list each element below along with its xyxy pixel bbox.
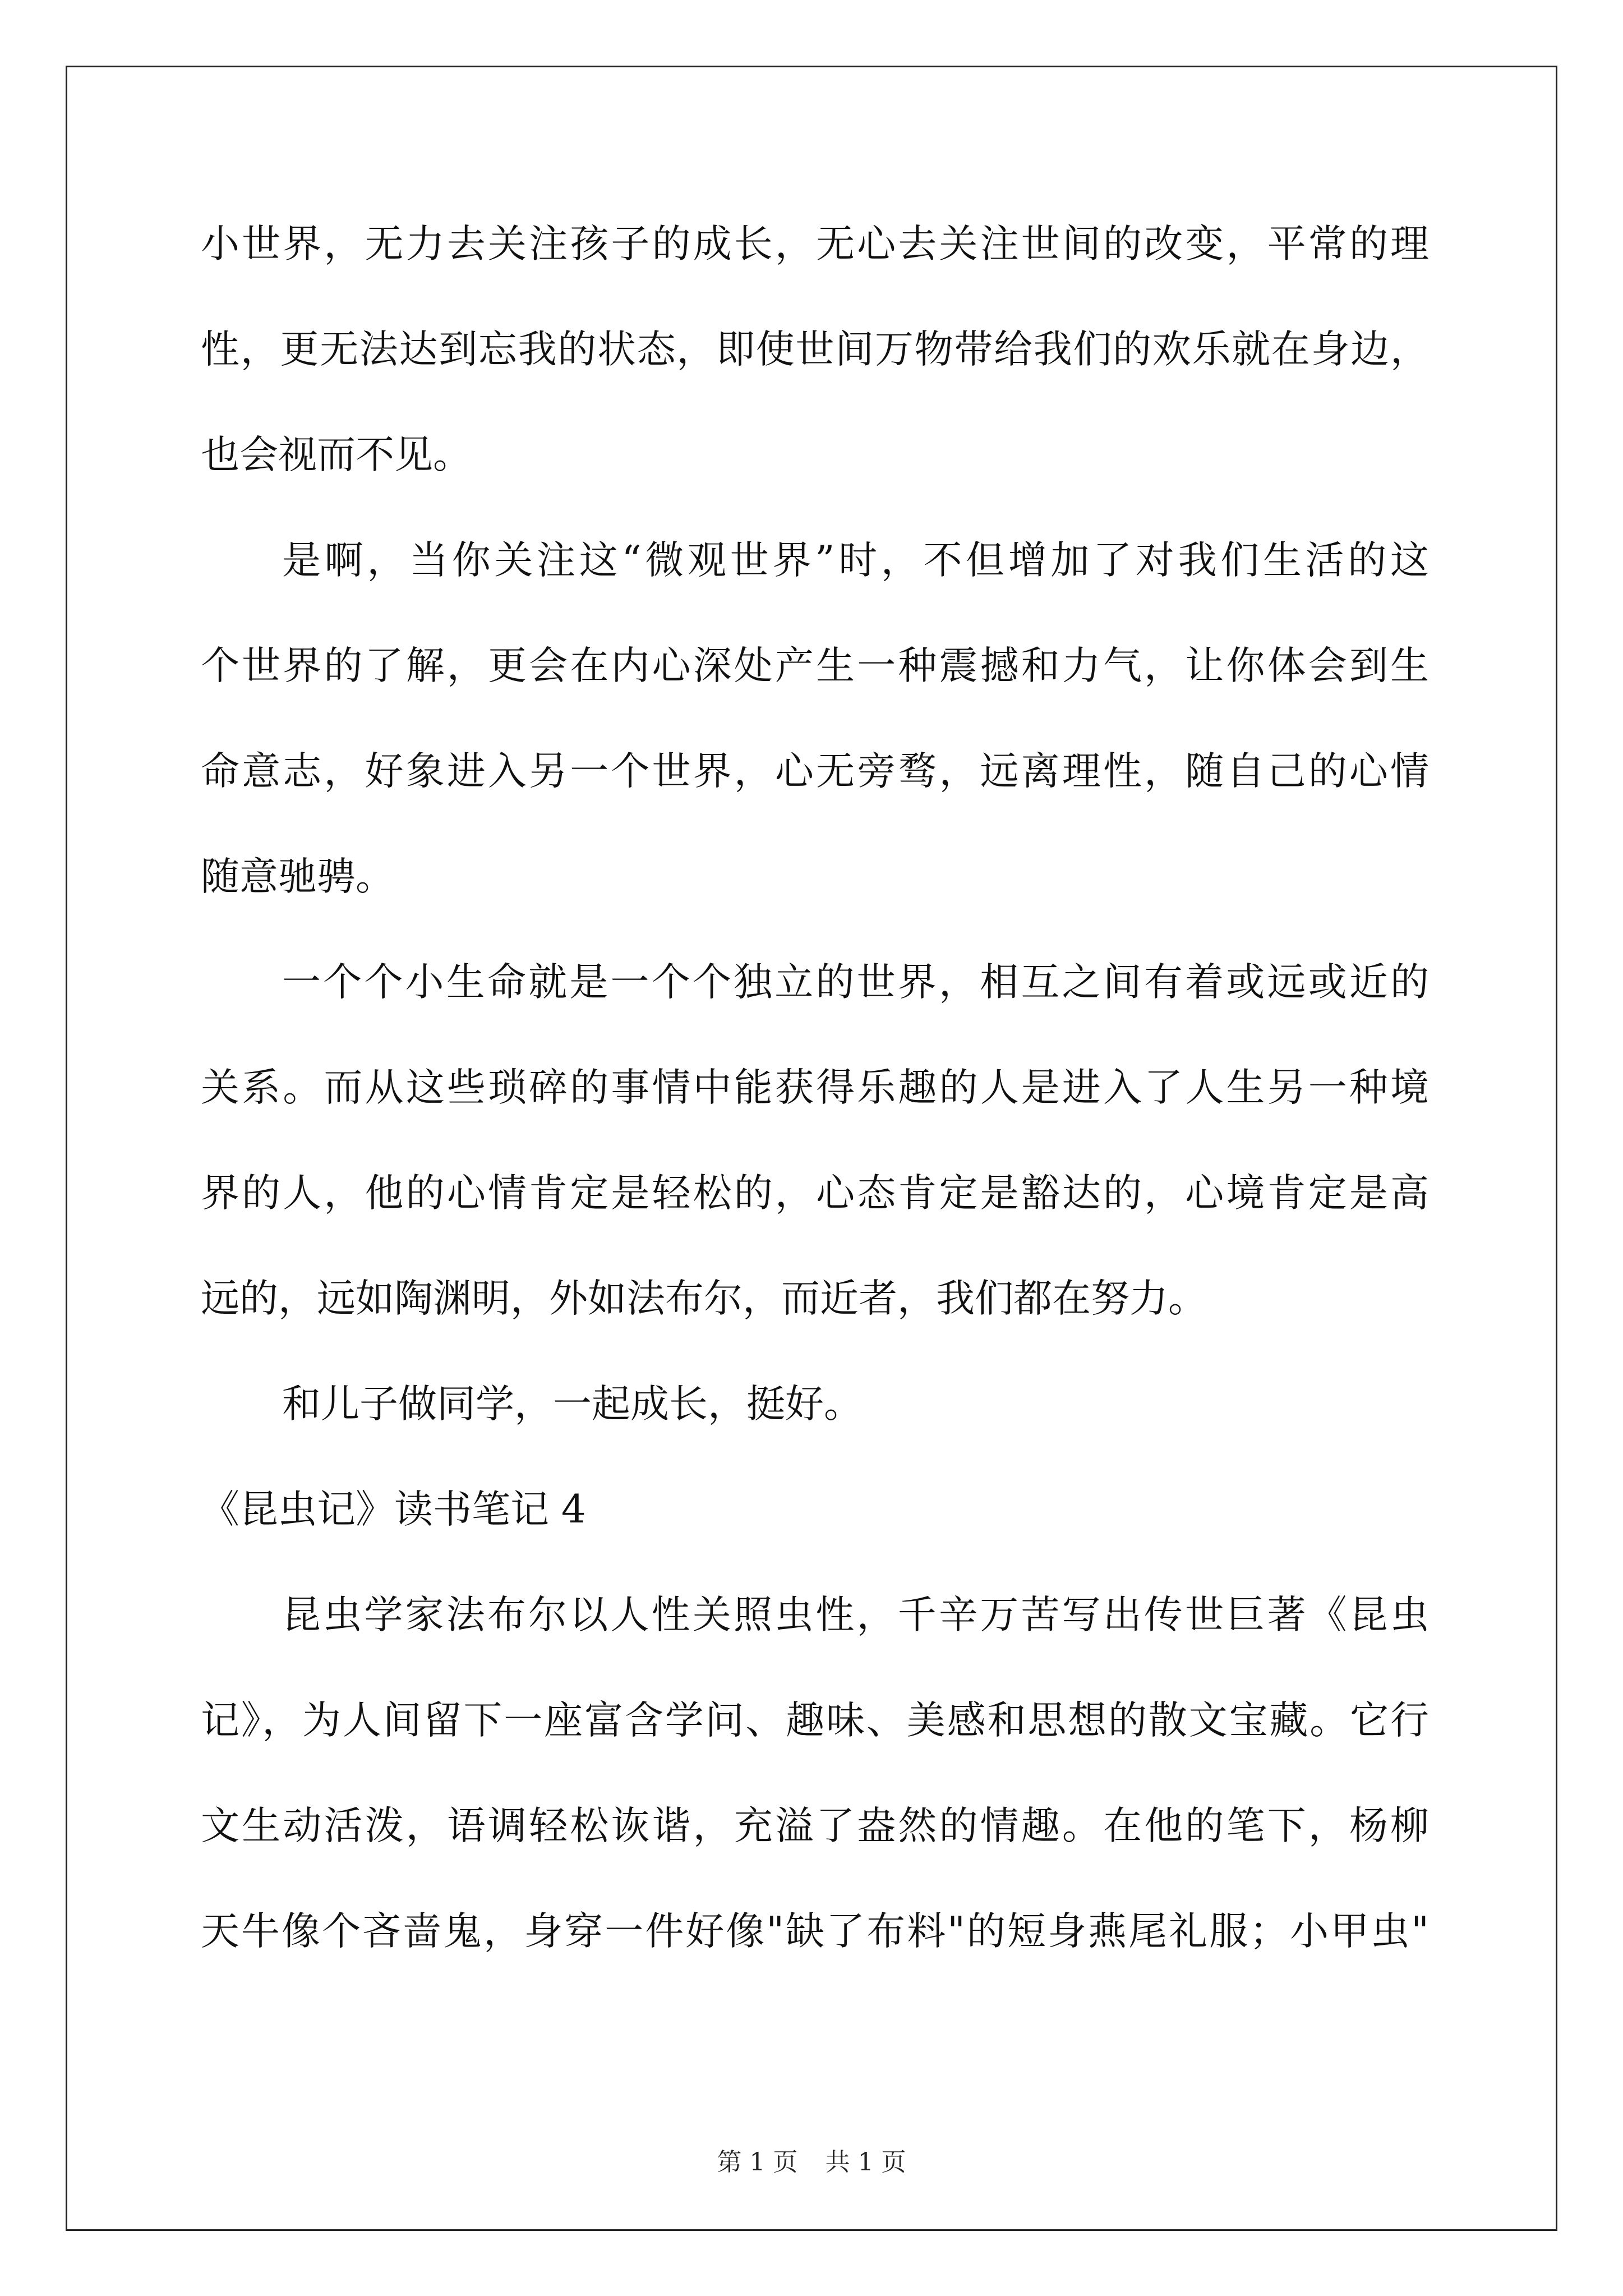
text-line-7: 随意驰骋。 — [201, 854, 394, 899]
text-line-8: 一个个小生命就是一个个独立的世界，相互之间有着或远或近的 — [282, 960, 1429, 1005]
section-heading: 《昆虫记》读书笔记 4 — [201, 1487, 586, 1532]
text-line-2: 性，更无法达到忘我的状态，即使世间万物带给我们的欢乐就在身边， — [201, 327, 1429, 372]
text-line-9: 关系。而从这些琐碎的事情中能获得乐趣的人是进入了人生另一种境 — [201, 1065, 1429, 1110]
text-line-16: 文生动活泼，语调轻松诙谐，充溢了盎然的情趣。在他的笔下，杨柳 — [201, 1803, 1429, 1848]
text-line-6: 命意志，好象进入另一个世界，心无旁骛，远离理性，随自己的心情 — [201, 749, 1429, 794]
text-line-11: 远的，远如陶渊明，外如法布尔，而近者，我们都在努力。 — [201, 1276, 1207, 1321]
text-line-1: 小世界，无力去关注孩子的成长，无心去关注世间的改变，平常的理 — [201, 222, 1429, 266]
page-footer — [0, 2148, 1623, 2177]
text-line-15: 记》，为人间留下一座富含学问、趣味、美感和思想的散文宝藏。它行 — [201, 1698, 1429, 1743]
page-number: 第 1 页 — [717, 2148, 798, 2177]
text-line-5: 个世界的了解，更会在内心深处产生一种震撼和力气，让你体会到生 — [201, 643, 1429, 688]
text-line-4: 是啊，当你关注这“微观世界”时，不但增加了对我们生活的这 — [282, 538, 1429, 583]
document-body — [201, 222, 1429, 2014]
text-line-14: 昆虫学家法布尔以人性关照虫性，千辛万苦写出传世巨著《昆虫 — [282, 1593, 1429, 1637]
text-line-12: 和儿子做同学，一起成长，挺好。 — [282, 1382, 863, 1427]
text-line-10: 界的人，他的心情肯定是轻松的，心态肯定是豁达的，心境肯定是高 — [201, 1171, 1429, 1216]
text-line-17: 天牛像个吝啬鬼，身穿一件好像"缺了布料"的短身燕尾礼服；小甲虫" — [201, 1909, 1429, 1954]
text-line-3: 也会视而不见。 — [201, 432, 472, 477]
page-total: 共 1 页 — [825, 2148, 906, 2177]
